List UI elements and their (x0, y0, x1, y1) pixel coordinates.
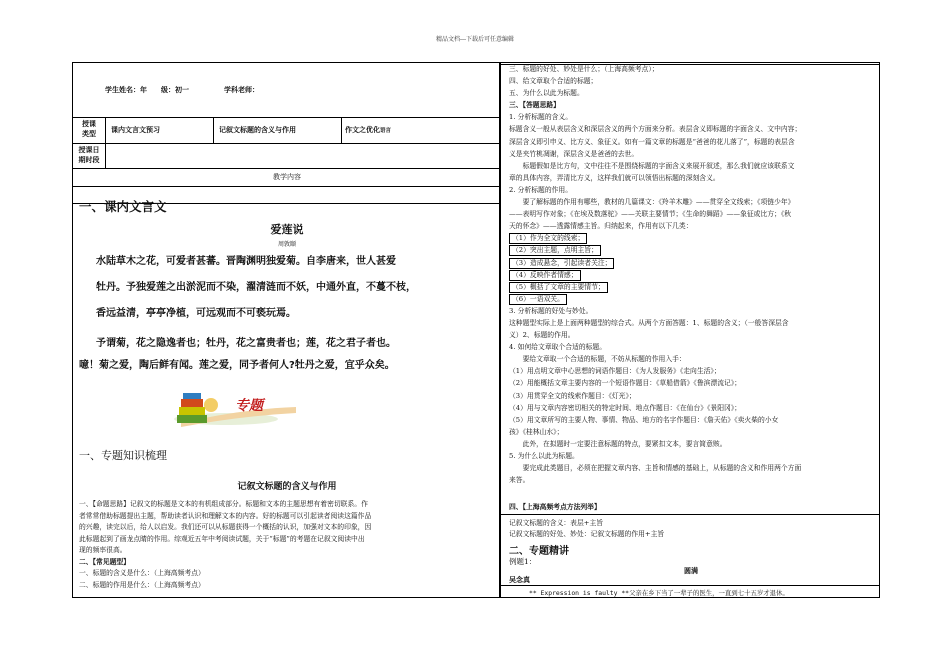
example-first-line: ** Expression is faulty **父亲在乡下当了一辈子的医生，一直到七十五岁才退休。 (529, 589, 789, 597)
lesson-type-label: 授课 类型 (82, 119, 96, 138)
role-item: （5）概括了文章的主要情节； (509, 282, 608, 293)
example-label: 例题1： (509, 557, 537, 566)
poem-author: 周敦颐 (277, 241, 296, 248)
role-item: （3）造成悬念，引起读者关注； (509, 258, 614, 269)
poem-line: 香远益清，亭亭净植，可远观而不可亵玩焉。 (96, 308, 296, 319)
section-jingjiang-heading: 二、专题精讲 (509, 546, 569, 557)
banner-text: 专题 (235, 398, 263, 414)
role-item: （2）突出主题，点明主旨； (509, 245, 601, 256)
section2-heading: 一、专题知识梳理 (79, 449, 167, 462)
poem-line: 噫！菊之爱，陶后鲜有闻。莲之爱，同予者何人?牡丹之爱，宜乎众矣。 (79, 360, 395, 371)
right-body-top: 三、标题的好处、妙处是什么；（上海高频考点）； 四、给文章取个合适的标题； 五、为什么以此为标题。 三、【答题思路】 1. 分析标题的含义。 标题含义一般从表层含义和深层含义的两个方面来分析。表层含义即标题的字面含义、文中内容； 深层含义即引申义、比方义、象征义。如有一篇文章的标题是“爸爸的花儿落了”，标题的表层含 义是夹竹桃凋谢，深层含义是爸爸的去世。 标题假如是比方句，文中往往不是围绕标题的字面含义来展开叙述，那么我们就应该联系文 章的具体内容，弄清比方义，这样我们就可以领悟出标题的深刻含义。 2. 分析标题的作用。 要了解标题的作用有哪些，教材的几篇课文：《羚羊木雕》——贯穿全文线索；《项链少年》 ——表明写作对象；《在埃及数落驼》——关联主要情节；《生命的舞蹈》——象征或比方；《秋 天的怀念》——透露情感主旨。归纳起来，作用有以下几类： （1）作为全文的线索； （2）突出主题，点明主旨； （3）造成悬念，引起读者关注； （4）反映作者情感； （5）概括了文章的主要情节； （6）一语双关。 3. 分析标题的好处与妙处。 这种题型实际上是上面两种题型的综合式。从两个方面答题：1、标题的含义；（一般答深层含 义）2、标题的作用。 4. 如何给文章取个合适的标题。 要给文章取一个合适的标题，不妨从标题的作用入手： （1）用点明文章中心思想的词语作题目：《为人发服务》《走向生活》； （2）用能概括文章主要内容的一个短语作题目：《草船借箭》《鲁滨漂流记》； （3）用贯穿全文的线索作题目：《灯光》； （4）用与文章内容密切相关的特定时间、地点作题目：《在仙台》《景阳冈》； （5）用文章所写的主要人物、事情、物品、地方的名字作题目：《詹天佑》《卖火柴的小女 孩》《桂林山水》； 此外，在拟题时一定要注意标题的特点，要紧扣文本，要言简意赅。 5. 为什么以此为标题。 要完成此类题目，必须在把握文章内容、主旨和情感的基础上，从标题的含义和作用两个方面 来答。 (509, 65, 802, 485)
role-item: （6）一语双关。 (509, 294, 567, 305)
page-header-note: 精品文档---下载后可任意编辑 (435, 36, 515, 43)
section2-body: 一、【命题思路】记叙文的标题是文本的有机组成部分。标题和文本的主题思想有着密切联系。作 者常常借助标题提出主题，帮助读者认识和理解文本的内容。好的标题可以引起读者阅读这篇作品 的兴趣，读完以后，给人以启发。我们还可以从标题获得一个概括的认识，加强对文本的印象，因 此标题起到了画龙点睛的作用。综观近五年中考阅读试题，关于“标题”的考题在记叙文阅读中出 现的频率很高。 二、【常见题型】 一、标题的含义是什么：（上海高频考点） 二、标题的作用是什么：（上海高频考点） (79, 500, 372, 589)
lesson-type-value-1: 课内文言文预习 (111, 125, 160, 134)
example-title: 圆满 (684, 566, 698, 575)
poem-line: 牡丹。予独爱莲之出淤泥而不染，濯清涟而不妖，中通外直，不蔓不枝， (96, 282, 416, 293)
student-info-label: 学生姓名：年 级：初一 学科老师： (105, 85, 259, 94)
right-panel (500, 62, 880, 598)
method-list: 记叙文标题的含义：表层+主旨 记叙文标题的好处、妙处：记叙文标题的作用+主旨 (509, 519, 665, 538)
left-panel (72, 62, 500, 598)
lesson-type-value-2: 记叙文标题的含义与作用 (219, 125, 296, 134)
role-item: （1）作为全文的线索； (509, 233, 587, 244)
method-heading: 四、【上海高频考点方法列举】 (509, 503, 601, 511)
example-author: 吴念真 (509, 575, 530, 584)
role-item: （4）反映作者情感； (509, 270, 581, 281)
topic-banner (171, 389, 301, 431)
lesson-type-value-3: 作文之优化语言 (345, 125, 392, 134)
poem-line: 水陆草木之花，可爱者甚蕃。晋陶渊明独爱菊。自李唐来，世人甚爱 (96, 256, 396, 267)
poem-line: 予谓菊，花之隐逸者也；牡丹，花之富贵者也；莲，花之君子者也。 (96, 338, 396, 349)
section2-subtitle: 记叙文标题的含义与作用 (237, 482, 337, 492)
content-heading: 教学内容 (273, 173, 301, 181)
lesson-date-label: 授课日 期时段 (78, 145, 100, 164)
poem-title: 爱莲说 (270, 223, 304, 236)
section1-heading: 一、课内文言文 (79, 199, 167, 214)
